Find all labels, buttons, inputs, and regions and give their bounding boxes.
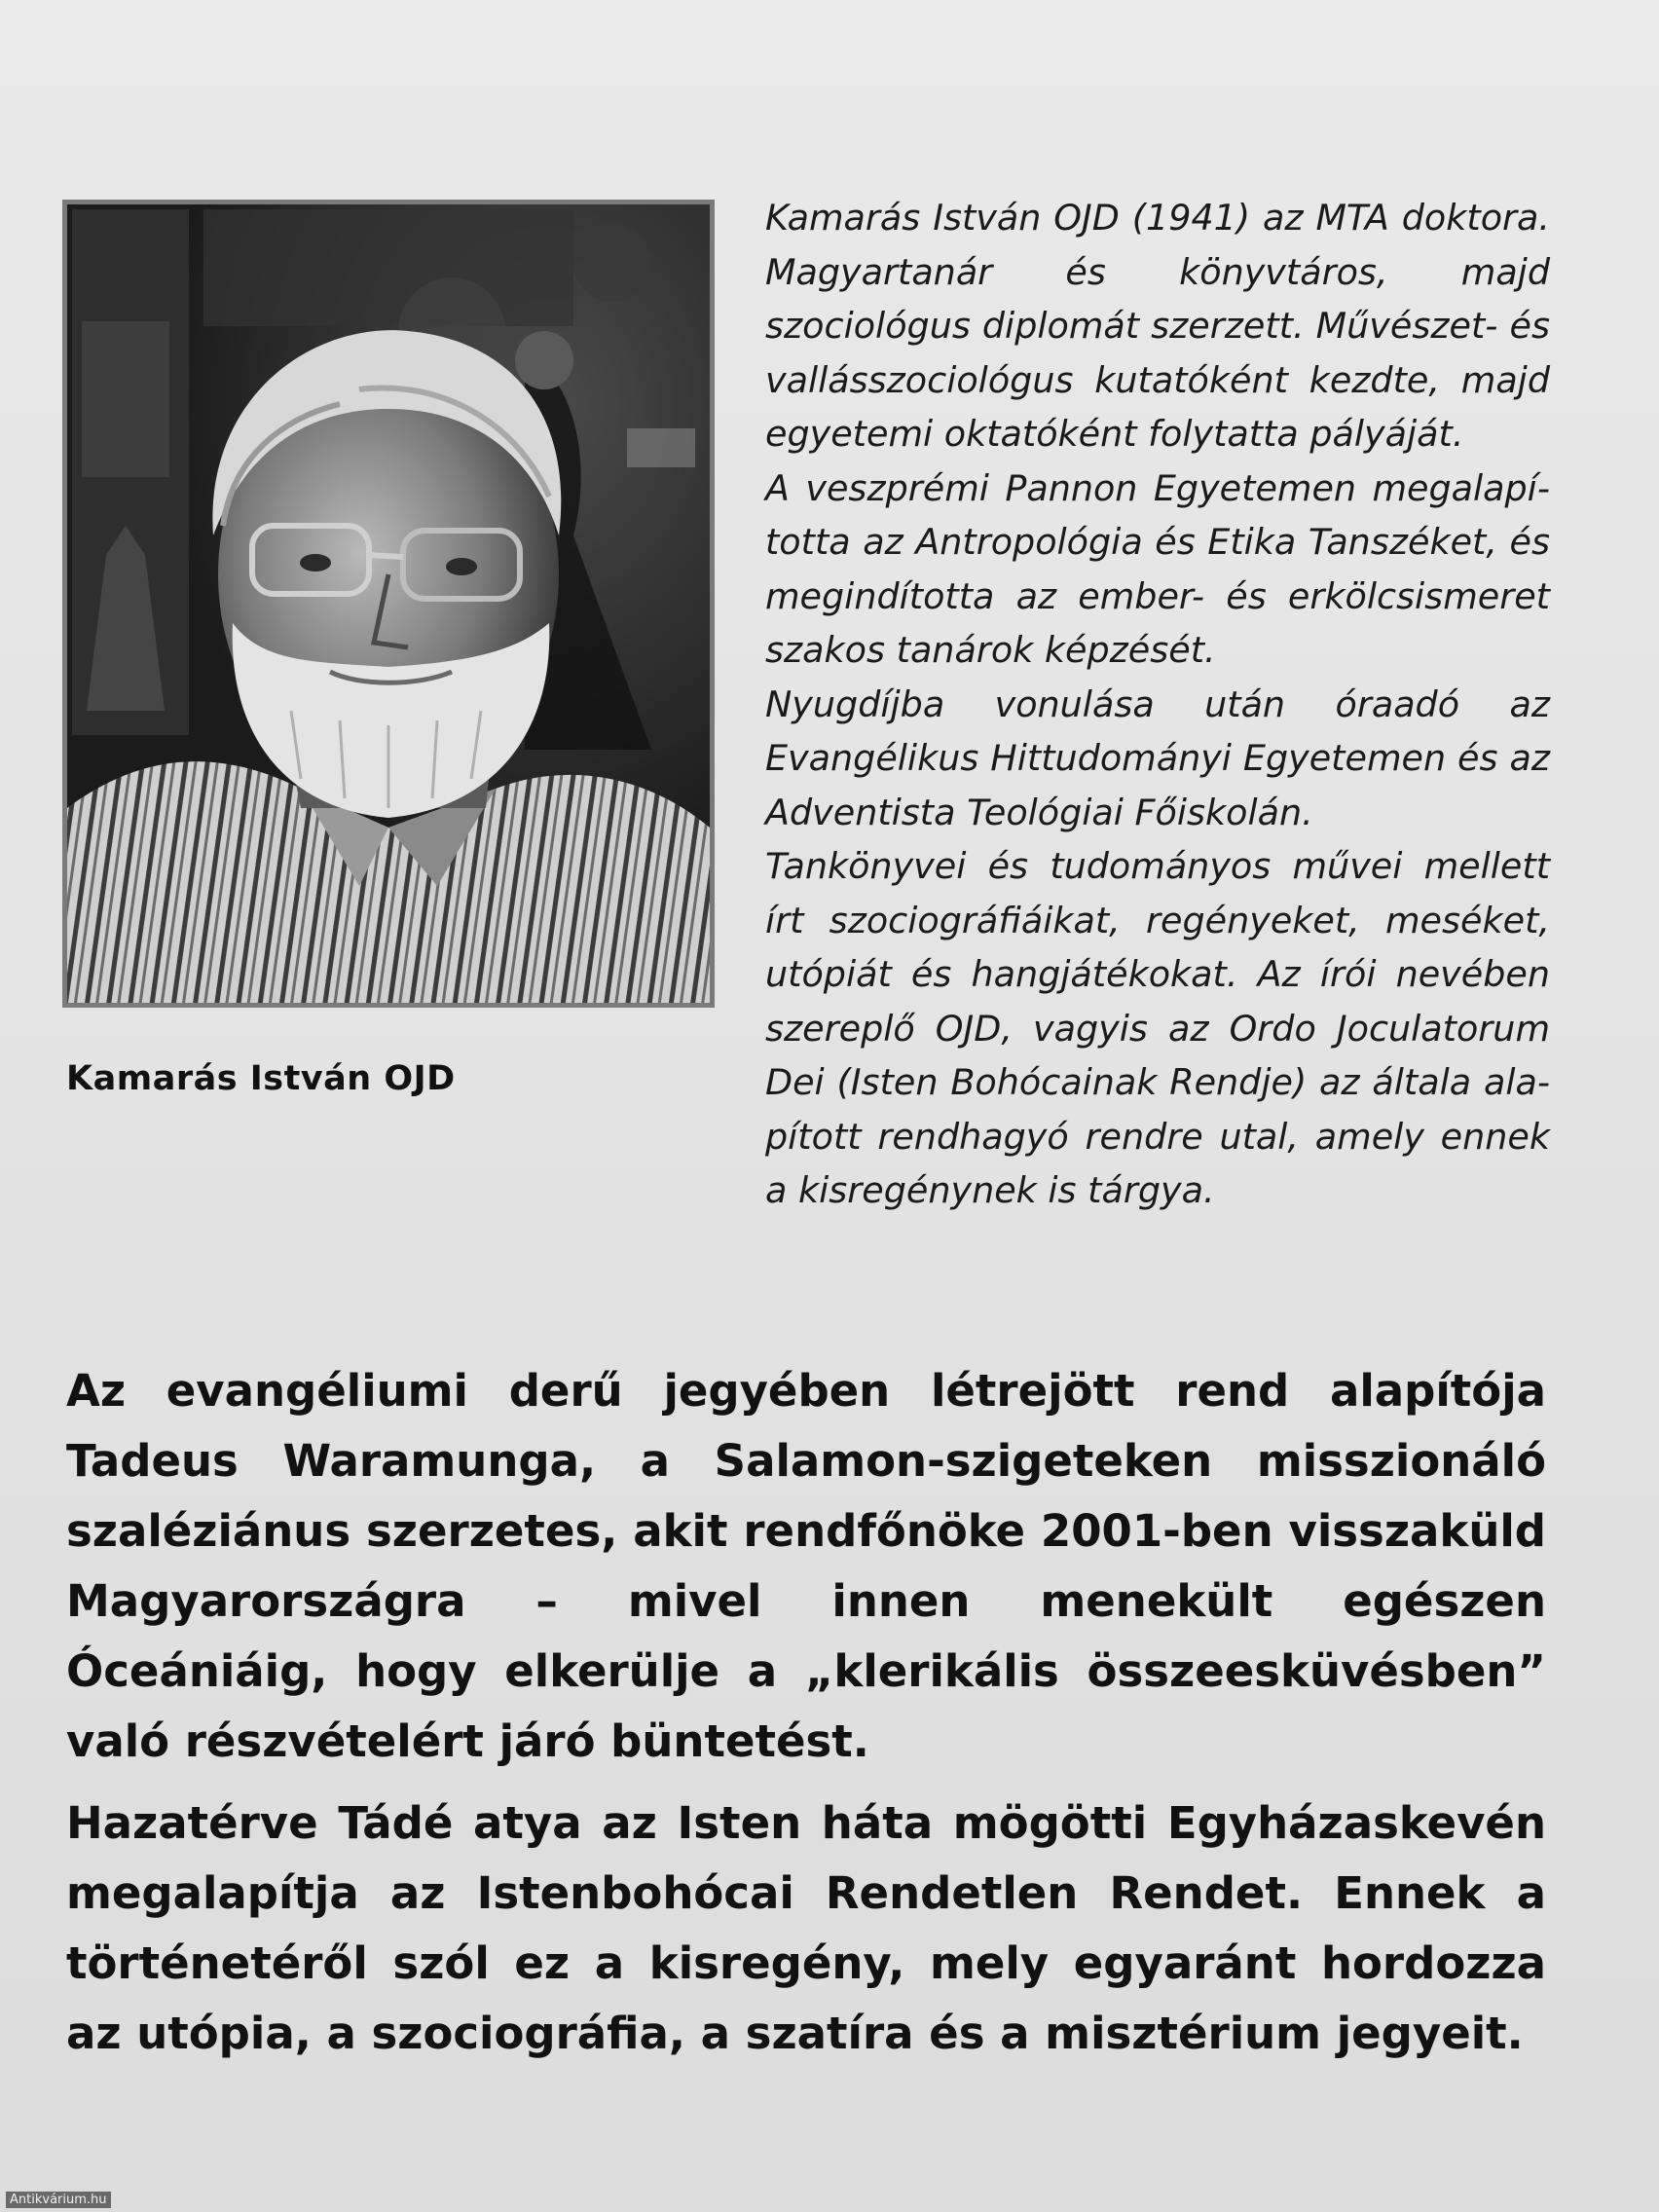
author-photo-caption: Kamarás István OJD xyxy=(66,1059,456,1098)
watermark: Antikvárium.hu xyxy=(6,2192,111,2208)
author-biography xyxy=(765,191,1550,1218)
blurb-paragraph-1: Az evangéliumi derű jegyében létrejött rend alapítója Tadeus Waramunga, a Salamon-szigeteken misszionáló szaléziánus szerzetes, akit rendfőnöke 2001-ben visszaküld Magyarországra – mivel innen menekült egészen Óceániáig, hogy elkerülje a „klerikális összeesküvésben” való részvételért járó büntetést. xyxy=(66,1365,1546,1767)
bio-paragraph: Nyugdíjba vonulása után óraadó az Evangélikus Hittudományi Egyetemen és az Adventista Teológiai Főiskolán. xyxy=(765,682,1550,833)
author-portrait-photo xyxy=(62,200,715,1008)
bio-paragraph: Kamarás István OJD (1941) az MTA doktora. Magyartanár és könyvtáros, majd szociológus diplomát szerzett. Művészet- és vallásszociológus kutatóként kezdte, majd egyetemi oktatóként folytatta pályáját. xyxy=(765,197,1550,455)
blurb-paragraph-2: Hazatérve Tádé atya az Isten háta mögötti Egyházaskevén megalapítja az Istenbohócai Rendetlen Rendet. Ennek a történetéről szól ez a kisregény, mely egyaránt hordozza az utópia, a szociográfia, a szatíra és a misztérium jegyeit. xyxy=(66,1797,1546,2059)
bio-paragraph: A veszprémi Pannon Egyetemen megalapította az Antropológia és Etika Tanszéket, és megindította az ember- és erkölcsismeret szakos tanárok képzését. xyxy=(765,466,1550,671)
bio-paragraph: Tankönyvei és tudományos művei mellett írt szociográfiáikat, regényeket, meséket, utópiát és hangjátékokat. Az írói nevében szereplő OJD, vagyis az Ordo Joculatorum Dei (Isten Bohócainak Rendje) az általa alapított rendhagyó rendre utal, amely ennek a kisregénynek is tárgya. xyxy=(765,845,1550,1211)
